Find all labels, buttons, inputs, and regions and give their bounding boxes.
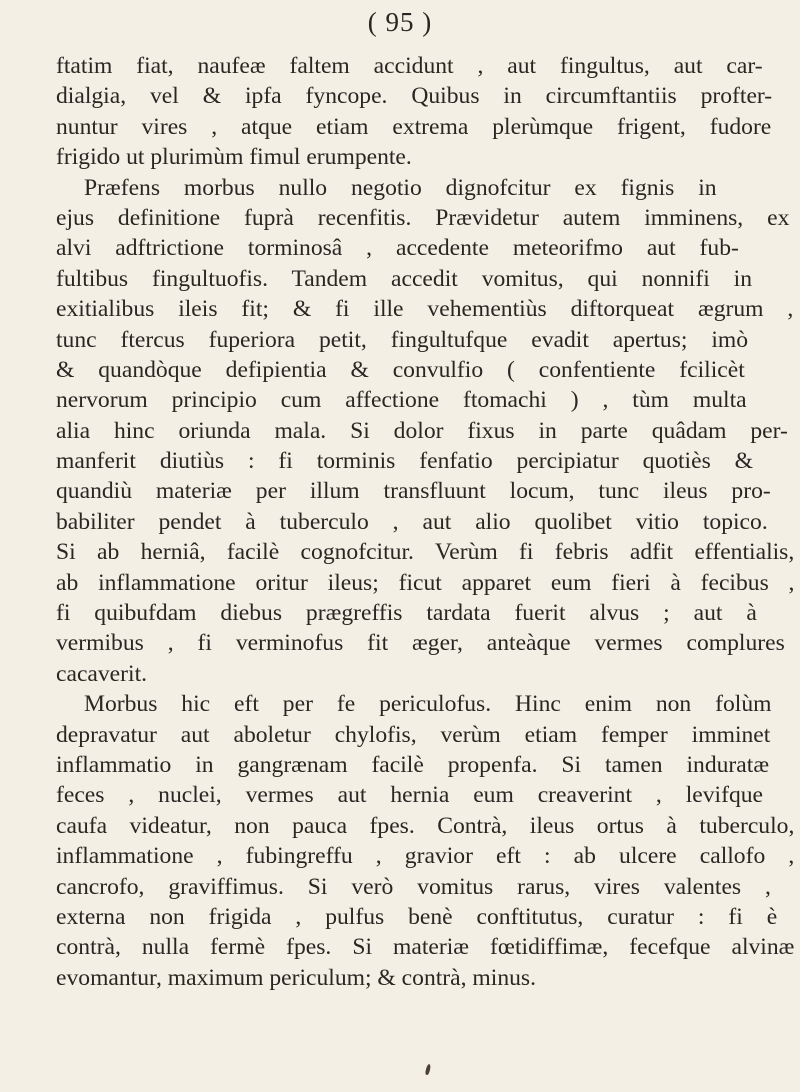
text-line: feces , nuclei, vermes aut hernia eum creaverint , levifque xyxy=(56,782,764,809)
text-line: alia hinc oriunda mala. Si dolor fixus in parte quâdam per- xyxy=(56,417,788,444)
text-line: fi quibufdam diebus prægreffis tardata fuerit alvus ; aut à xyxy=(56,600,757,627)
page-number-header: ( 95 ) xyxy=(367,7,433,37)
text-line: ftatim fiat, naufeæ faltem accidunt , aut fingultus, aut car- xyxy=(56,53,763,79)
text-line: manferit diutiùs : fi torminis fenfatio percipiatur quotiès & xyxy=(56,448,754,475)
text-line: vermibus , fi verminofus fit æger, anteàque vermes complures xyxy=(56,630,785,657)
text-line: caufa videatur, non pauca fpes. Contrà, ileus ortus à tuberculo, xyxy=(56,812,795,839)
ink-mark-icon xyxy=(425,1064,432,1076)
text-line: frigido ut plurimùm fimul erumpente. xyxy=(56,144,412,171)
text-line: Si ab herniâ, facilè cognofcitur. Verùm fi febris adfit effentialis, xyxy=(56,539,795,566)
text-line: fultibus fingultuofis. Tandem accedit vomitus, qui nonnifi in xyxy=(56,265,752,292)
text-line: ab inflammatione oritur ileus; ficut apparet eum fieri à fecibus , xyxy=(56,569,795,596)
text-line: alvi adftrictione torminosâ , accedente meteorifmo aut fub- xyxy=(56,235,739,262)
text-line: nuntur vires , atque etiam extrema plerùmque frigent, fudore xyxy=(56,113,772,140)
text-line: externa non frigida , pulfus benè conftitutus, curatur : fi è xyxy=(56,903,778,930)
text-line: cancrofo, graviffimus. Si verò vomitus rarus, vires valentes , xyxy=(56,873,771,900)
text-line: nervorum principio cum affectione ftomachi ) , tùm multa xyxy=(56,387,747,414)
text-line: inflammatio in gangrænam facilè propenfa. Si tamen induratæ xyxy=(56,751,770,778)
text-line: Morbus hic eft per fe periculofus. Hinc enim non folùm xyxy=(84,691,772,718)
text-line: quandiù materiæ per illum transfluunt locum, tunc ileus pro- xyxy=(56,478,771,505)
text-line: & quandòque defipientia & convulfio ( confentiente fcilicèt xyxy=(56,356,745,383)
text-line: inflammatione , fubingreffu , gravior eft : ab ulcere callofo , xyxy=(56,843,795,870)
text-line: babiliter pendet à tuberculo , aut alio quolibet vitio topico. xyxy=(56,508,768,535)
text-line: exitialibus ileis fit; & fi ille vehementiùs diftorqueat ægrum , xyxy=(56,296,794,323)
text-line: evomantur, maximum periculum; & contrà, minus. xyxy=(56,964,537,991)
body-text xyxy=(56,51,794,993)
text-line: cacaverit. xyxy=(56,660,148,687)
text-line: dialgia, vel & ipfa fyncope. Quibus in circumftantiis profter- xyxy=(56,83,773,110)
text-line: contrà, nulla fermè fpes. Si materiæ fœtidiffimæ, fecefque alvinæ xyxy=(56,934,795,961)
text-line: Præfens morbus nullo negotio dignofcitur ex fignis in xyxy=(84,174,717,201)
text-line: ejus definitione fuprà recenfitis. Prævidetur autem imminens, ex xyxy=(56,204,790,231)
text-line: depravatur aut aboletur chylofis, verùm etiam femper imminet xyxy=(56,721,771,748)
text-line: tunc ftercus fuperiora petit, fingultufque evadit apertus; imò xyxy=(56,326,749,353)
